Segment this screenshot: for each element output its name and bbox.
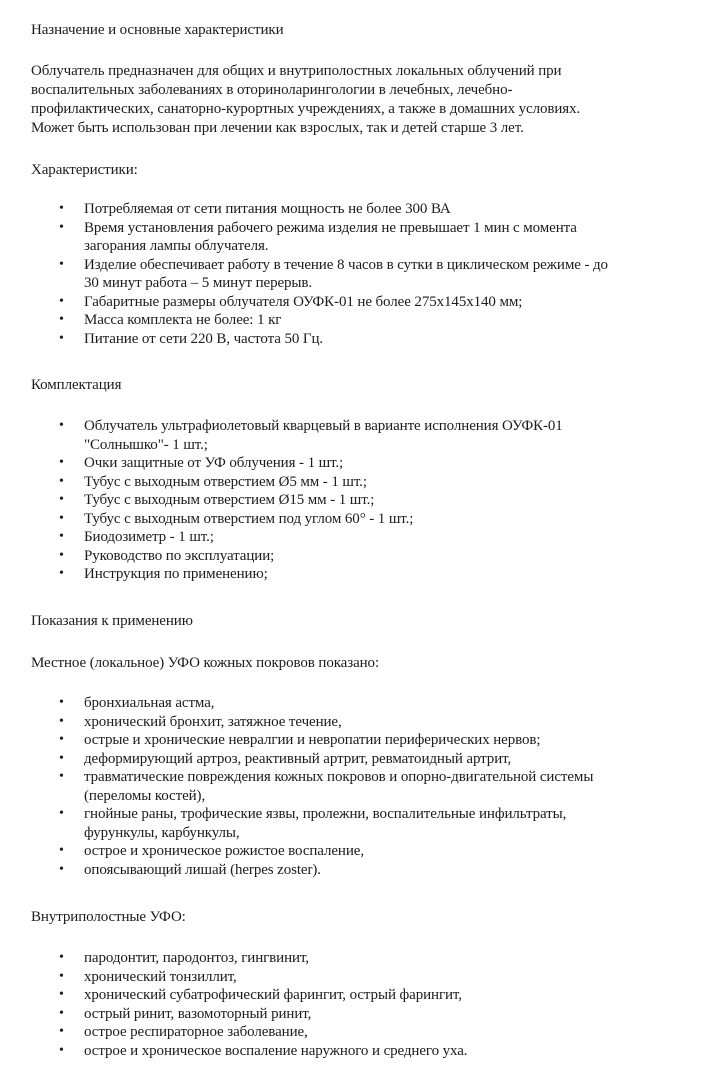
bullet-icon: • <box>59 695 64 710</box>
list-item <box>0 547 694 566</box>
bullet-icon: • <box>59 473 64 489</box>
list-item-line: фурункулы, карбункулы, <box>84 824 240 841</box>
bullet-icon: • <box>59 806 64 821</box>
list-item <box>0 1042 694 1061</box>
bullet-icon: • <box>59 987 64 1002</box>
list-item-text <box>84 1023 694 1042</box>
list-item-text <box>84 547 694 566</box>
characteristics-list <box>0 200 694 348</box>
list-item-text <box>84 750 694 769</box>
list-item-text <box>84 256 694 293</box>
list-item-line: Потребляемая от сети питания мощность не более 300 ВА <box>84 201 451 217</box>
section-heading-indications: Показания к применению <box>31 613 193 629</box>
list-item-line: опоясывающий лишай (herpes zoster). <box>84 861 321 878</box>
bullet-icon: • <box>59 713 64 729</box>
list-item-line: Очки защитные от УФ облучения - 1 шт.; <box>84 455 344 471</box>
list-item-line: (переломы костей), <box>84 787 206 804</box>
list-item-line: острое и хроническое воспаление наружного и среднего уха. <box>84 1042 468 1059</box>
list-item-line: острые и хронические невралгии и невропатии периферических нервов; <box>84 732 541 748</box>
section-heading-characteristics: Характеристики: <box>31 162 138 178</box>
list-item <box>0 200 694 219</box>
list-item-text <box>84 510 694 529</box>
bullet-icon: • <box>59 566 64 581</box>
bullet-icon: • <box>59 861 64 877</box>
list-item-text <box>84 311 694 330</box>
list-item-text <box>84 986 694 1005</box>
list-item <box>0 768 694 805</box>
bullet-icon: • <box>59 293 64 309</box>
list-item <box>0 293 694 312</box>
subheading-local: Местное (локальное) УФО кожных покровов показано: <box>31 655 380 671</box>
subheading-cavity: Внутриполостные УФО: <box>31 909 186 925</box>
list-item-text <box>84 842 694 861</box>
section-heading-kit: Комплектация <box>31 377 122 393</box>
section-heading-purpose: Назначение и основные характеристики <box>31 22 284 38</box>
list-item-text <box>84 293 694 312</box>
list-item <box>0 1023 694 1042</box>
list-item <box>0 986 694 1005</box>
list-item-line: Облучатель ультрафиолетовый кварцевый в варианте исполнения ОУФК-01 <box>84 418 563 434</box>
list-item-line: гнойные раны, трофические язвы, пролежни, воспалительные инфильтраты, <box>84 806 567 822</box>
list-item-line: 30 минут работа – 5 минут перерыв. <box>84 275 313 291</box>
list-item-text <box>84 417 694 454</box>
list-item <box>0 805 694 842</box>
list-item-line: хронический бронхит, затяжное течение, <box>84 713 342 730</box>
bullet-icon: • <box>59 1024 64 1039</box>
list-item-line: пародонтит, пародонтоз, гингвинит, <box>84 950 309 966</box>
list-item-line: бронхиальная астма, <box>84 695 215 711</box>
list-item-text <box>84 949 694 968</box>
list-item <box>0 219 694 256</box>
list-item-line: острое и хроническое рожистое воспаление, <box>84 843 364 859</box>
list-item <box>0 694 694 713</box>
bullet-icon: • <box>59 492 64 507</box>
list-item-text <box>84 491 694 510</box>
list-item-line: Биодозиметр - 1 шт.; <box>84 529 214 545</box>
list-item <box>0 968 694 987</box>
list-item-line: Тубус с выходным отверстием под углом 60° - 1 шт.; <box>84 510 414 527</box>
list-item-line: острое респираторное заболевание, <box>84 1024 308 1040</box>
list-item-line: хронический тонзиллит, <box>84 968 237 985</box>
bullet-icon: • <box>59 256 64 272</box>
list-item <box>0 256 694 293</box>
list-item-line: Руководство по эксплуатации; <box>84 547 275 564</box>
bullet-icon: • <box>59 547 64 563</box>
list-item <box>0 1005 694 1024</box>
list-item-line: Инструкция по применению; <box>84 566 268 582</box>
list-item <box>0 713 694 732</box>
list-item-text <box>84 330 694 349</box>
bullet-icon: • <box>59 732 64 747</box>
list-item-text <box>84 565 694 584</box>
bullet-icon: • <box>59 510 64 526</box>
list-item-line: Тубус с выходным отверстием Ø5 мм - 1 шт.; <box>84 473 367 490</box>
list-item <box>0 417 694 454</box>
cavity-indications-list <box>0 949 694 1060</box>
list-item-text <box>84 528 694 547</box>
list-item <box>0 750 694 769</box>
bullet-icon: • <box>59 312 64 327</box>
list-item <box>0 731 694 750</box>
list-item-text <box>84 454 694 473</box>
list-item <box>0 491 694 510</box>
list-item-text <box>84 1042 694 1061</box>
list-item <box>0 311 694 330</box>
list-item-line: деформирующий артроз, реактивный артрит, ревматоидный артрит, <box>84 750 512 767</box>
intro-line: Облучатель предназначен для общих и внутриполостных локальных облучений при <box>31 63 562 79</box>
bullet-icon: • <box>59 950 64 965</box>
list-item-line: Масса комплекта не более: 1 кг <box>84 312 282 328</box>
bullet-icon: • <box>59 219 64 235</box>
list-item-text <box>84 219 694 256</box>
intro-line: профилактических, санаторно-курортных учреждениях, а также в домашних условиях. <box>31 101 581 117</box>
bullet-icon: • <box>59 968 64 984</box>
bullet-icon: • <box>59 418 64 433</box>
list-item-text <box>84 713 694 732</box>
list-item-text <box>84 473 694 492</box>
bullet-icon: • <box>59 455 64 470</box>
list-item-line: Изделие обеспечивает работу в течение 8 часов в сутки в циклическом режиме - до <box>84 256 608 273</box>
list-item <box>0 861 694 880</box>
list-item-text <box>84 1005 694 1024</box>
list-item-text <box>84 694 694 713</box>
bullet-icon: • <box>59 529 64 544</box>
list-item-line: травматические повреждения кожных покровов и опорно-двигательной системы <box>84 769 594 785</box>
list-item-line: Габаритные размеры облучателя ОУФК-01 не более 275х145х140 мм; <box>84 293 523 310</box>
kit-list <box>0 417 694 584</box>
bullet-icon: • <box>59 330 64 346</box>
list-item-line: хронический субатрофический фарингит, острый фарингит, <box>84 987 462 1003</box>
bullet-icon: • <box>59 843 64 858</box>
bullet-icon: • <box>59 1042 64 1058</box>
list-item-line: острый ринит, вазомоторный ринит, <box>84 1005 312 1022</box>
list-item-text <box>84 968 694 987</box>
list-item-text <box>84 805 694 842</box>
list-item-text <box>84 731 694 750</box>
list-item <box>0 842 694 861</box>
list-item-text <box>84 861 694 880</box>
list-item-text <box>84 200 694 219</box>
list-item <box>0 454 694 473</box>
bullet-icon: • <box>59 201 64 216</box>
bullet-icon: • <box>59 750 64 766</box>
list-item-line: Тубус с выходным отверстием Ø15 мм - 1 шт.; <box>84 492 375 508</box>
list-item-line: загорания лампы облучателя. <box>84 238 269 254</box>
list-item-line: Питание от сети 220 В, частота 50 Гц. <box>84 330 324 347</box>
list-item <box>0 330 694 349</box>
list-item <box>0 949 694 968</box>
list-item <box>0 528 694 547</box>
list-item-text <box>84 768 694 805</box>
list-item <box>0 473 694 492</box>
intro-line: воспалительных заболеваниях в оториноларингологии в лечебных, лечебно- <box>31 82 513 98</box>
list-item-line: Время установления рабочего режима изделия не превышает 1 мин с момента <box>84 219 577 236</box>
bullet-icon: • <box>59 769 64 784</box>
list-item-line: "Солнышко"- 1 шт.; <box>84 436 208 453</box>
bullet-icon: • <box>59 1005 64 1021</box>
list-item <box>0 510 694 529</box>
intro-line: Может быть использован при лечении как взрослых, так и детей старше 3 лет. <box>31 120 524 136</box>
local-indications-list <box>0 694 694 879</box>
list-item <box>0 565 694 584</box>
